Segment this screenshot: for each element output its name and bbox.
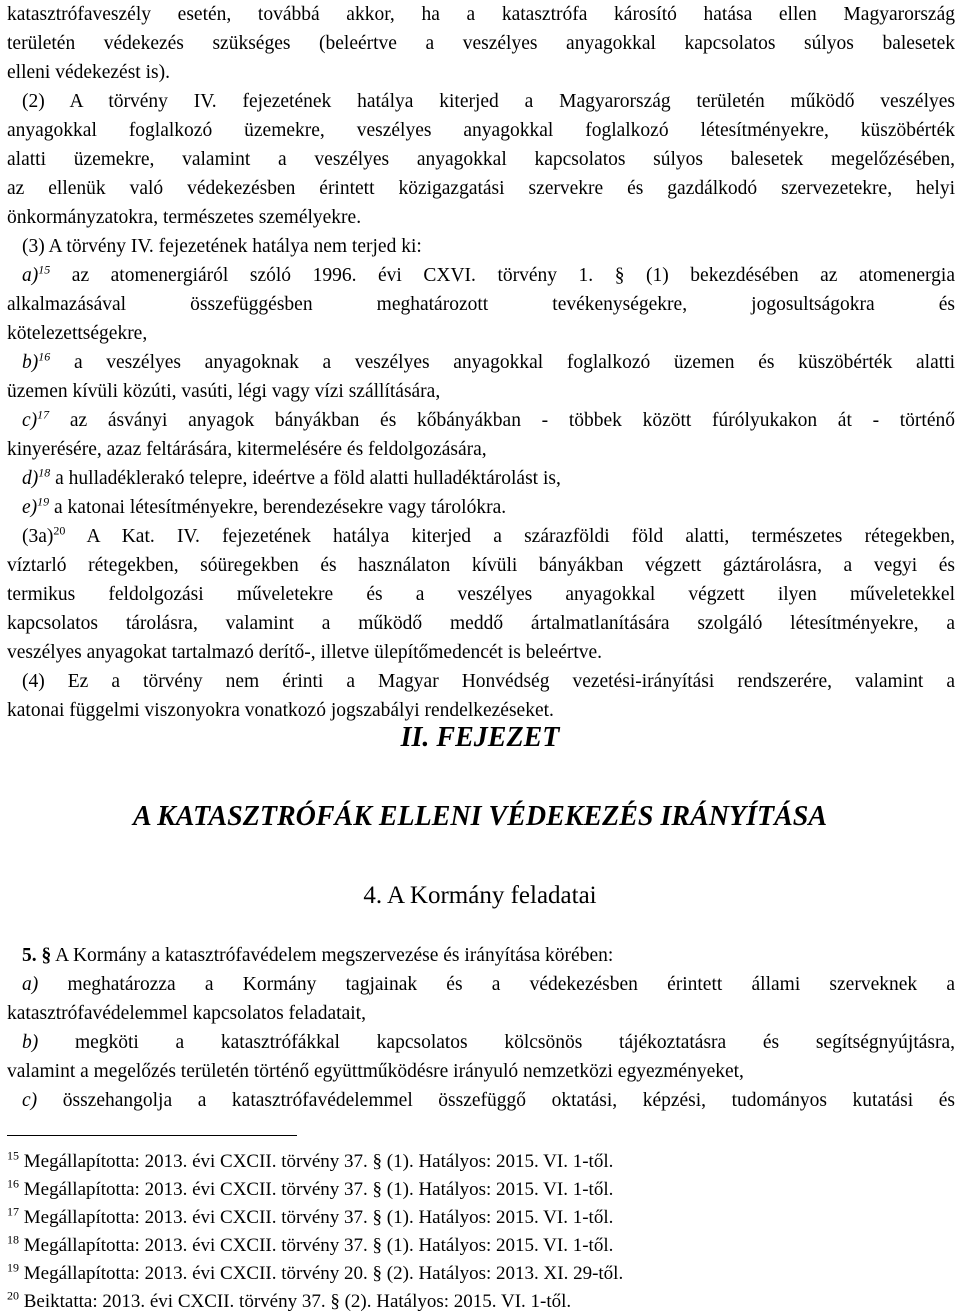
paragraph-line: kapcsolatos tárolásra, valamint a működő meddő ártalmatlanítására szolgáló létesítményekre, a <box>7 613 955 634</box>
paragraph-line: katonai függelmi viszonyokra vonatkozó jogszabályi rendelkezéseket. <box>7 700 554 721</box>
paragraph-line: elleni védekezést is). <box>7 62 170 83</box>
item-letter: c) <box>22 410 38 431</box>
list-item-e <box>7 493 955 522</box>
paragraph-line: veszélyes anyagokat tartalmazó derítő-, illetve ülepítőmedencét is beleértve. <box>7 642 603 663</box>
item-letter: c) <box>22 1090 38 1111</box>
item-text: a katonai létesítményekre, berendezésekre vagy tárolókra. <box>54 497 507 518</box>
footnote-text: Megállapította: 2013. évi CXCII. törvény 37. § (1). Hatályos: 2015. VI. 1-től. <box>23 1235 614 1256</box>
paragraph-line: alkalmazásával összefüggésben meghatározott tevékenységekre, jogosultságokra és <box>7 294 955 315</box>
section-5-body <box>7 941 955 1115</box>
chapter-heading: II. FEJEZET <box>400 722 560 753</box>
item-letter: b) <box>22 352 39 373</box>
list-item-c <box>7 406 955 435</box>
footnote-item <box>7 1232 955 1260</box>
section-5-item-a <box>7 970 955 999</box>
paragraph-group-a-cont <box>7 290 955 348</box>
footnote-separator <box>7 1135 297 1136</box>
item-letter: a) <box>22 265 39 286</box>
list-item-d <box>7 464 955 493</box>
footnote-ref[interactable]: 15 <box>38 262 51 277</box>
paragraph-line: anyagokkal foglalkozó üzemekre, veszélyes anyagokkal foglalkozó létesítményekre, küszöbérték <box>7 120 955 141</box>
footnote-text: Megállapította: 2013. évi CXCII. törvény 37. § (1). Hatályos: 2015. VI. 1-től. <box>23 1179 614 1200</box>
paragraph-group-scope <box>7 0 955 261</box>
paragraph-line: az ellenük való védekezésben érintett közigazgatási szervekre és gazdálkodó szervezetekre, helyi <box>7 178 955 199</box>
item-letter: d) <box>22 468 39 489</box>
paragraph-line: kinyerésére, azaz feltárására, kitermelésére és feldolgozására, <box>7 439 487 460</box>
list-item-b <box>7 348 955 377</box>
footnote-ref[interactable]: 19 <box>37 494 50 509</box>
item-text: az atomenergiáról szóló 1996. évi CXVI. törvény 1. § (1) bekezdésében az atomenergia <box>71 265 955 286</box>
footnote-number: 18 <box>7 1232 19 1247</box>
paragraph-text: A Kat. IV. fejezetének hatálya kiterjed a szárazföldi föld alatti, természetes rétegekben, <box>86 526 955 547</box>
footnote-number: 17 <box>7 1204 19 1219</box>
chapter-title: A KATASZTRÓFÁK ELLENI VÉDEKEZÉS IRÁNYÍTÁSA <box>133 801 827 832</box>
footnote-text: Megállapította: 2013. évi CXCII. törvény 37. § (1). Hatályos: 2015. VI. 1-től. <box>23 1151 614 1172</box>
paragraph-line: kötelezettségekre, <box>7 323 148 344</box>
article-body <box>7 0 955 725</box>
footnote-ref[interactable]: 18 <box>38 465 51 480</box>
item-text: a veszélyes anyagoknak a veszélyes anyagokkal foglalkozó üzemen és küszöbérték alatti <box>73 352 955 373</box>
footnote-text: Beiktatta: 2013. évi CXCII. törvény 37. § (2). Hatályos: 2015. VI. 1-től. <box>23 1291 572 1312</box>
paragraph-group-3a-cont <box>7 551 955 725</box>
footnote-item <box>7 1176 955 1204</box>
section-5-intro <box>7 941 955 970</box>
paragraph-line: (2) A törvény IV. fejezetének hatálya kiterjed a Magyarország területén működő veszélyes <box>22 91 955 112</box>
paragraph-group-b-cont <box>7 377 955 406</box>
paragraph-3a <box>7 522 955 551</box>
footnote-ref[interactable]: 16 <box>38 349 51 364</box>
footnote-text: Megállapította: 2013. évi CXCII. törvény 20. § (2). Hatályos: 2013. XI. 29-től. <box>23 1263 624 1284</box>
paragraph-line: üzemen kívüli közúti, vasúti, légi vagy vízi szállítására, <box>7 381 441 402</box>
item-letter: a) <box>22 974 39 995</box>
paragraph-line: területén védekezés szükséges (beleértve a veszélyes anyagokkal kapcsolatos súlyos balesetek <box>7 33 955 54</box>
item-text: a hulladéklerakó telepre, ideértve a föld alatti hulladéktárolást is, <box>55 468 561 489</box>
item-letter: e) <box>22 497 38 518</box>
footnote-item <box>7 1288 955 1316</box>
paragraph-line: (3) A törvény IV. fejezetének hatálya nem terjed ki: <box>22 236 422 257</box>
footnote-number: 15 <box>7 1148 19 1163</box>
footnote-number: 20 <box>7 1288 19 1303</box>
footnote-item <box>7 1148 955 1176</box>
item-text: az ásványi anyagok bányákban és kőbányákban - többek között fúrólyukakon át - történő <box>69 410 956 431</box>
section-intro-text: A Kormány a katasztrófavédelem megszervezése és irányítása körében: <box>55 945 614 966</box>
section-5-item-c <box>7 1086 955 1115</box>
list-item-a <box>7 261 955 290</box>
footnote-item <box>7 1260 955 1288</box>
section-subheading: 4. A Kormány feladatai <box>363 882 597 909</box>
footnote-number: 19 <box>7 1260 19 1275</box>
footnote-ref[interactable]: 20 <box>53 523 66 538</box>
paragraph-prefix: (3a) <box>22 526 54 547</box>
paragraph-line: (4) Ez a törvény nem érinti a Magyar Honvédség vezetési-irányítási rendszerére, valamint a <box>22 671 955 692</box>
section-5-item-b <box>7 1028 955 1057</box>
footnote-item <box>7 1204 955 1232</box>
section-5-item-b-cont: valamint a megelőzés területén történő együttműködésre irányuló nemzetközi egyezményeket, <box>7 1061 744 1082</box>
paragraph-line: alatti üzemekre, valamint a veszélyes anyagokkal kapcsolatos súlyos balesetek megelőzésében, <box>7 149 955 170</box>
paragraph-line: katasztrófaveszély esetén, továbbá akkor, ha a katasztrófa károsító hatása ellen Magyarország <box>7 4 955 25</box>
item-letter: b) <box>22 1032 39 1053</box>
section-number: 5. § <box>22 945 52 966</box>
paragraph-line: víztarló rétegekben, sóüregekben és használaton kívüli bányákban végzett gáztárolásra, a vegyi és <box>7 555 955 576</box>
footnotes <box>7 1148 955 1316</box>
item-text: meghatározza a Kormány tagjainak és a védekezésben érintett állami szerveknek a <box>67 974 955 995</box>
item-text: megköti a katasztrófákkal kapcsolatos kölcsönös tájékoztatásra és segítségnyújtásra, <box>74 1032 955 1053</box>
paragraph-line: termikus feldolgozási műveletekre és a veszélyes anyagokkal végzett ilyen műveletekkel <box>7 584 955 605</box>
section-5-item-a-cont: katasztrófavédelemmel kapcsolatos feladatait, <box>7 1003 366 1024</box>
footnote-ref[interactable]: 17 <box>37 407 50 422</box>
item-text: összehangolja a katasztrófavédelemmel összefüggő oktatási, képzési, tudományos kutatási és <box>62 1090 955 1111</box>
footnote-text: Megállapította: 2013. évi CXCII. törvény 37. § (1). Hatályos: 2015. VI. 1-től. <box>23 1207 614 1228</box>
paragraph-group-c-cont <box>7 435 955 464</box>
footnote-number: 16 <box>7 1176 19 1191</box>
paragraph-line: önkormányzatokra, természetes személyekre. <box>7 207 362 228</box>
